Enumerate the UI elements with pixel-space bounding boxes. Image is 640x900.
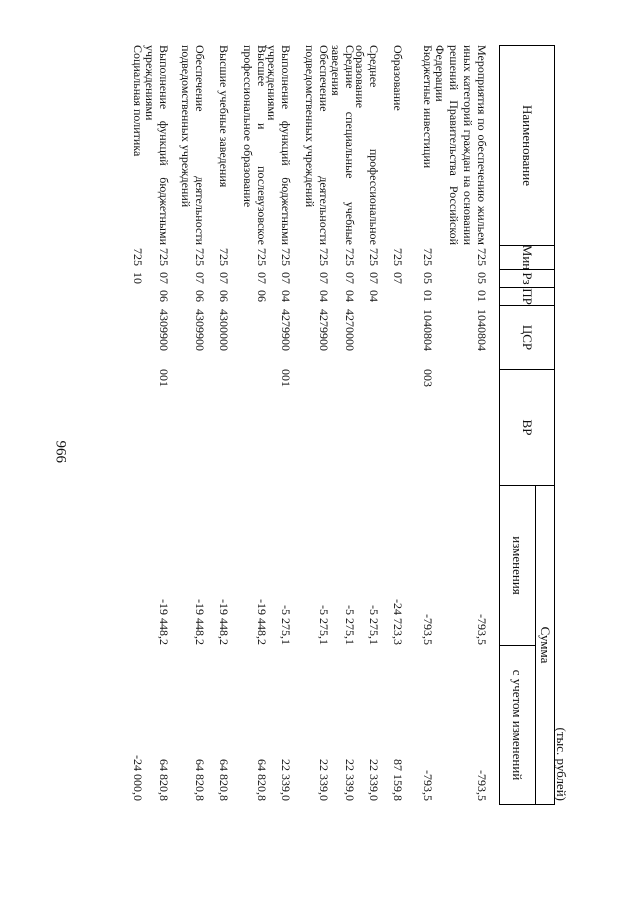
cell-name: Средние специальные учебные заведения — [329, 45, 357, 245]
cell-change: -5 275,1 — [343, 605, 357, 645]
units-label: (тыс. рублей) — [554, 727, 569, 801]
cell-csr: 4279900 — [317, 309, 331, 351]
cell-total: -793,5 — [475, 770, 489, 801]
cell-change: -19 448,2 — [255, 599, 269, 645]
cell-rz: 07 — [193, 272, 207, 284]
cell-total: 22 339,0 — [367, 759, 381, 801]
cell-min: 725 — [367, 248, 381, 266]
cell-pr: 04 — [367, 290, 381, 302]
cell-pr: 04 — [279, 290, 293, 302]
cell-vr: 003 — [421, 369, 435, 387]
header-min: Мин — [500, 246, 554, 270]
cell-name: Социальная политика — [131, 45, 145, 157]
cell-total: 87 159,8 — [391, 759, 405, 801]
cell-name: Бюджетные инвестиции — [421, 45, 435, 169]
cell-rz: 05 — [421, 272, 435, 284]
cell-name: Среднее профессиональное образование — [353, 45, 381, 245]
cell-min: 725 — [343, 248, 357, 266]
header-vr: ВР — [500, 370, 554, 486]
cell-min: 725 — [391, 248, 405, 266]
cell-vr: 001 — [279, 369, 293, 387]
header-rz: Рз — [500, 270, 554, 288]
cell-pr: 06 — [255, 290, 269, 302]
cell-rz: 05 — [475, 272, 489, 284]
cell-min: 725 — [217, 248, 231, 266]
cell-csr: 4270000 — [343, 309, 357, 351]
cell-change: -5 275,1 — [279, 605, 293, 645]
cell-total: -793,5 — [421, 770, 435, 801]
cell-pr: 06 — [217, 290, 231, 302]
cell-name: Обеспечение деятельности подведомственных учреждений — [179, 45, 207, 245]
cell-total: 64 820,8 — [217, 759, 231, 801]
cell-total: 22 339,0 — [317, 759, 331, 801]
cell-csr: 4279900 — [279, 309, 293, 351]
cell-min: 725 — [421, 248, 435, 266]
cell-change: -5 275,1 — [317, 605, 331, 645]
cell-min: 725 — [131, 248, 145, 266]
cell-total: 22 339,0 — [343, 759, 357, 801]
cell-min: 725 — [475, 248, 489, 266]
cell-rz: 07 — [279, 272, 293, 284]
cell-change: -19 448,2 — [217, 599, 231, 645]
cell-change: -5 275,1 — [367, 605, 381, 645]
cell-total: 64 820,8 — [193, 759, 207, 801]
cell-rz: 10 — [131, 272, 145, 284]
cell-rz: 07 — [367, 272, 381, 284]
cell-total: 64 820,8 — [255, 759, 269, 801]
cell-rz: 07 — [217, 272, 231, 284]
cell-pr: 04 — [317, 290, 331, 302]
cell-rz: 07 — [317, 272, 331, 284]
cell-rz: 07 — [343, 272, 357, 284]
rotated-page — [95, 45, 575, 805]
cell-csr: 4309900 — [157, 309, 171, 351]
cell-total: -24 000,0 — [131, 755, 145, 801]
cell-min: 725 — [157, 248, 171, 266]
cell-change: -793,5 — [475, 614, 489, 645]
cell-name: Высшее и послевузовское профессиональное образование — [241, 45, 269, 245]
cell-change: -24 723,3 — [391, 599, 405, 645]
header-name: Наименование — [500, 46, 554, 246]
cell-name: Выполнение функций бюджетными учреждениями — [265, 45, 293, 245]
cell-pr: 06 — [157, 290, 171, 302]
cell-name: Образование — [391, 45, 405, 111]
cell-csr: 4309900 — [193, 309, 207, 351]
cell-pr: 04 — [343, 290, 357, 302]
cell-pr: 01 — [421, 290, 435, 302]
page-number: 966 — [52, 440, 69, 463]
cell-min: 725 — [255, 248, 269, 266]
cell-rz: 07 — [157, 272, 171, 284]
cell-csr: 1040804 — [475, 309, 489, 351]
header-sum: Сумма — [535, 486, 554, 804]
cell-total: 64 820,8 — [157, 759, 171, 801]
table-header — [499, 45, 555, 805]
cell-min: 725 — [193, 248, 207, 266]
cell-name: Обеспечение деятельности подведомственных учреждений — [303, 45, 331, 245]
cell-min: 725 — [279, 248, 293, 266]
cell-name: Мероприятия по обеспечению жильем иных категорий граждан на основании решений Правительства Российской Федерации — [433, 45, 489, 245]
cell-total: 22 339,0 — [279, 759, 293, 801]
cell-pr: 06 — [193, 290, 207, 302]
cell-name: Выполнение функций бюджетными учреждениями — [143, 45, 171, 245]
header-csr: ЦСР — [500, 306, 554, 370]
cell-change: -19 448,2 — [193, 599, 207, 645]
header-pr: ПР — [500, 288, 554, 306]
cell-change: -19 448,2 — [157, 599, 171, 645]
cell-min: 725 — [317, 248, 331, 266]
header-with-changes: с учетом изменений — [510, 669, 526, 781]
cell-name: Высшие учебные заведения — [217, 45, 231, 188]
header-changes: изменения — [500, 486, 536, 646]
cell-change: -793,5 — [421, 614, 435, 645]
cell-csr: 1040804 — [421, 309, 435, 351]
cell-pr: 01 — [475, 290, 489, 302]
cell-rz: 07 — [255, 272, 269, 284]
cell-csr: 4300000 — [217, 309, 231, 351]
cell-rz: 07 — [391, 272, 405, 284]
cell-vr: 001 — [157, 369, 171, 387]
